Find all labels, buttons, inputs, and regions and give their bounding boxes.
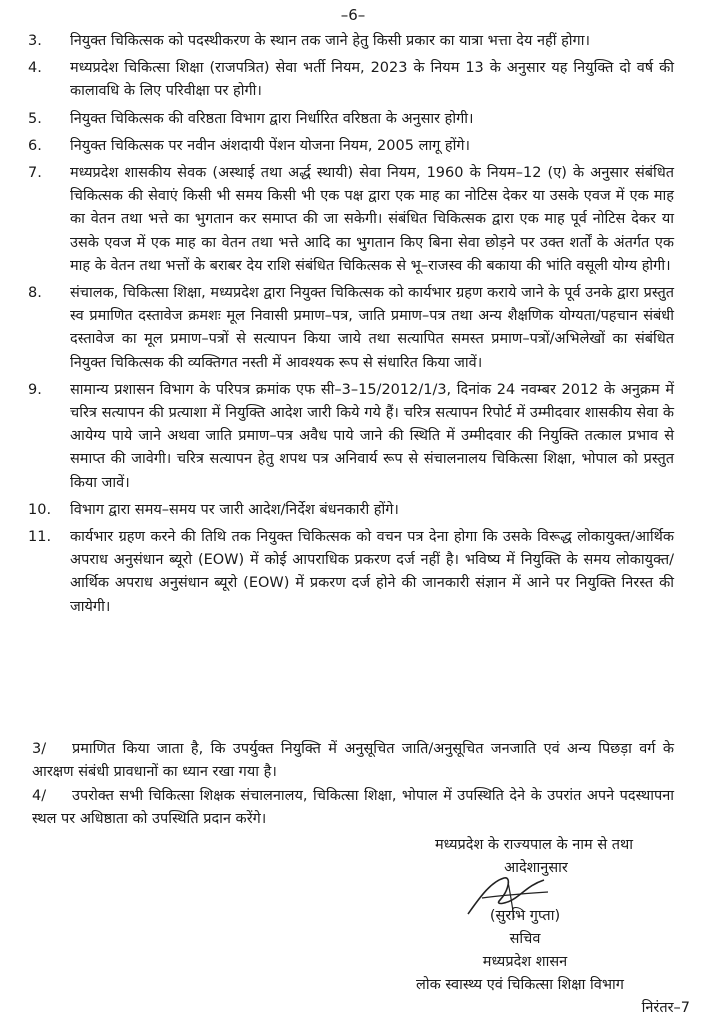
continued-marker: निरंतर–7: [641, 1000, 690, 1016]
signatory-department: लोक स्वास्थ्य एवं चिकित्सा शिक्षा विभाग: [416, 977, 624, 993]
list-item: [28, 108, 674, 131]
list-item: [28, 57, 674, 103]
item-number: 11.: [28, 529, 52, 546]
list-item: [28, 30, 674, 53]
item-number: 4.: [28, 60, 42, 77]
item-text: कार्यभार ग्रहण करने की तिथि तक नियुक्त चिकित्सक को वचन पत्र देना होगा कि उसके विरूद्ध लोकायुक्त/आर्थिक अपराध अनुसंधान ब्यूरो (EOW) में कोई आपराधिक प्रकरण दर्ज नहीं है। भविष्य में नियुक्ति के समय लोकायुक्त/आर्थिक अपराध अनुसंधान ब्यूरो (EOW) में प्रकरण दर्ज होने की जानकारी संज्ञान में आने पर नियुक्ति निरस्त की जायेगी।: [70, 529, 674, 615]
certification-paragraph: [32, 738, 674, 784]
item-text: मध्यप्रदेश शासकीय सेवक (अस्थाई तथा अर्द्ध स्थायी) सेवा नियम, 1960 के नियम–12 (ए) के अनुसार संबंधित चिकित्सक की सेवाएं किसी भी समय किसी भी एक पक्ष द्वारा एक माह का नोटिस देकर या उसके एवज में एक माह का वेतन तथा भत्ते का भुगतान कर समाप्त की जा सकेगी। संबंधित चिकित्सक द्वारा एक माह पूर्व नोटिस देकर या उसके एवज में एक माह का वेतन तथा भत्ते आदि का भुगतान किए बिना सेवा छोड़ने पर उक्त शर्तों के अंतर्गत एक माह के वेतन तथा भत्तों के बराबर देय राशि संबंधित चिकित्सक से भू–राजस्व की बकाया की भांति वसूली योग्य होगी।: [70, 165, 674, 274]
item-number: 6.: [28, 137, 42, 154]
list-item: [28, 162, 674, 278]
item-text: विभाग द्वारा समय–समय पर जारी आदेश/निर्देश बंधनकारी होंगे।: [70, 501, 399, 518]
signatory-name: (सुरभि गुप्ता): [489, 908, 561, 924]
conditions-list: [28, 30, 674, 623]
item-number: 7.: [28, 165, 42, 182]
item-number: 8.: [28, 285, 42, 302]
order-line: मध्यप्रदेश के राज्यपाल के नाम से तथा: [434, 837, 634, 853]
paragraph-number: 3/: [32, 741, 47, 757]
list-item: [28, 526, 674, 619]
list-item: [28, 379, 674, 495]
signatory-government: मध्यप्रदेश शासन: [482, 954, 568, 970]
paragraph-text: उपरोक्त सभी चिकित्सा शिक्षक संचालनालय, चिकित्सा शिक्षा, भोपाल में उपस्थिति देने के उपरांत अपने पदस्थापना स्थल पर अधिष्ठाता को उपस्थिति प्रदान करेंगे।: [32, 788, 674, 828]
item-text: सामान्य प्रशासन विभाग के परिपत्र क्रमांक एफ सी–3–15/2012/1/3, दिनांक 24 नवम्बर 2012 के अनुक्रम में चरित्र सत्यापन की प्रत्याशा में नियुक्ति आदेश जारी किये गये हैं। चरित्र सत्यापन रिपोर्ट में उम्मीदवार शासकीय सेवा के आयेग्य पाये जाने अथवा जाति प्रमाण–पत्र अवैध पाये जाने की स्थिति में उम्मीदवार की नियुक्ति तत्काल प्रभाव से समाप्त की जावेगी। चरित्र सत्यापन हेतु शपथ पत्र अनिवार्य रूप से संचालनालय चिकित्सा शिक्षा, भोपाल को प्रस्तुत किया जावें।: [70, 381, 674, 491]
attendance-paragraph: [32, 785, 674, 831]
item-number: 3.: [28, 33, 42, 49]
item-text: मध्यप्रदेश चिकित्सा शिक्षा (राजपत्रित) सेवा भर्ती नियम, 2023 के नियम 13 के अनुसार यह नियुक्ति दो वर्ष की कालावधि के लिए परिवीक्षा पर होगी।: [70, 60, 674, 100]
list-item: [28, 282, 674, 375]
paragraph-number: 4/: [32, 788, 47, 804]
paragraph-text: प्रमाणित किया जाता है, कि उपर्युक्त नियुक्ति में अनुसूचित जाति/अनुसूचित जनजाति एवं अन्य पिछड़ा वर्ग के आरक्षण संबंधी प्रावधानों का ध्यान रखा गया है।: [32, 741, 674, 781]
item-text: नियुक्त चिकित्सक पर नवीन अंशदायी पेंशन योजना नियम, 2005 लागू होंगे।: [70, 137, 471, 154]
page-number: –6–: [340, 6, 366, 24]
item-text: नियुक्त चिकित्सक को पदस्थीकरण के स्थान तक जाने हेतु किसी प्रकार का यात्रा भत्ता देय नहीं होगा।: [70, 33, 590, 49]
list-item: [28, 499, 674, 522]
item-number: 9.: [28, 381, 42, 398]
item-text: नियुक्त चिकित्सक की वरिष्ठता विभाग द्वारा निर्धारित वरिष्ठता के अनुसार होगी।: [70, 110, 474, 127]
item-number: 5.: [28, 110, 42, 127]
item-number: 10.: [28, 501, 52, 518]
item-text: संचालक, चिकित्सा शिक्षा, मध्यप्रदेश द्वारा नियुक्त चिकित्सक को कार्यभार ग्रहण कराये जाने के पूर्व उनके द्वारा प्रस्तुत स्व प्रमाणित दस्तावेज क्रमशः मूल निवासी प्रमाण–पत्र, जाति प्रमाण–पत्र तथा अन्य शैक्षणिक योग्यता/पहचान संबंधी दस्तावेज का मूल प्रमाण–पत्रों से सत्यापन किया जाये तथा सत्यापित समस्त प्रमाण–पत्रों/अभिलेखों का संबंधित नियुक्त चिकित्सक की व्यक्तिगत नस्ती में आवश्यक रूप से संधारित किया जावें।: [70, 285, 675, 371]
list-item: [28, 135, 674, 158]
order-line-2: आदेशानुसार: [504, 860, 568, 876]
signatory-designation: सचिव: [509, 931, 541, 947]
